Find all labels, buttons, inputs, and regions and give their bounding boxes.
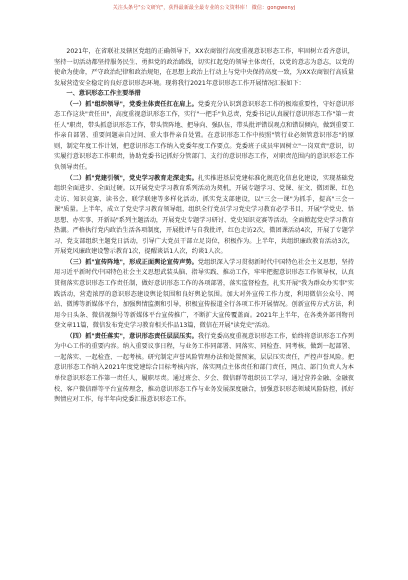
- document-body: [54, 47, 354, 406]
- item-title: （四）抓"责任落实"，意识形态责任层层压实。: [66, 332, 198, 340]
- item-body: 扎实推进基层党建标准化规范化信息化建设，实现基础党组织全面进步、全面过硬。以开展党史学习教育系列活动为契机，开展专题学习、党课、征文、微团课、红色走访、知识竞赛、读书会、联学联建等多样化活动，抓实党支部建设，以"三会一课"为抓手，提高"三会一课"质量。上半年，成立了党史学习教育领导组，组织全行党员学习党史学习教育必学书目，开展"学党史、悟思想、办实事、开新局"系列主题活动，开展党史专题学习研讨、党史知识竞赛等活动，全面掀起党史学习教育热潮。严格执行党内政治生活各项制度，开展批评与自我批评，红色走访2次，微团课活动4次，开展了专题学习、党支部组织主题党日活动，引导广大党员干部立足岗位，积极作为。上半年，共组织廉政教育活动3次，开展党风廉政建设警示教育1次，提醒谈话1人次，约谈1人次。: [54, 174, 354, 256]
- section-heading: 一、意识形态工作主要举措: [66, 90, 141, 98]
- item-title: （三）抓"宣传阵地"，形成正面舆论宣传声势。: [66, 258, 198, 266]
- item-paragraph-1: [54, 100, 354, 174]
- intro-paragraph: 2021年，在省联社及辖区党组的正确领导下，XX农商银行高度重视意识形态工作，牢固树立看齐意识，坚持一切活动都坚持服务民生、勇担党的政治路线，切实扛起党的领导主体责任，以党的意志为意志，以党的使命为使命，严守政治纪律和政治规矩，在思想上政治上行动上与党中央保持高度一致，为XX农商银行高质量发展营造安全稳定的良好意识形态环境。现将我行2021年意识形态工作开展情况汇报如下：: [54, 48, 354, 87]
- item-paragraph-4: [54, 332, 354, 406]
- item-paragraph-2: [54, 174, 354, 258]
- watermark-banner: [0, 0, 408, 14]
- banner-text: 关注头条号"公文研究"，获得最新最全最专业的公文资料库！ 微信：gongwenyj: [112, 4, 296, 11]
- item-paragraph-3: [54, 258, 354, 332]
- item-body: 我行党委高度重视意识形态工作，始终将意识形态工作列为中心工作的重要内容。纳入重要议事日程，与业务工作同部署、同落实、同检查、同考核，做到一起部署、一起落实、一起检查、一起考核。研究制定声誉风险管理办法和处置预案，层层压实责任，严控声誉风险。把意识形态工作纳入2021年度党建综合目标考核内容，落实网点主体责任和部门责任，网点、部门负责人为本单位意识形态工作第一责任人，履职尽责。通过班会、夕会、微信群等组织员工学习，通过营养金融、金融夜校、客户微信群等平台宣传理念，推动意识形态工作与业务发展深度融合，加强意识形态领域风险防控，抓好舆情应对工作，每半年向党委汇报意识形态工作。: [54, 332, 354, 404]
- item-title: （一）抓"组织领导"，党委主体责任扛在肩上。: [66, 100, 198, 108]
- item-body: 党委充分认识到意识形态工作的极端重要性，守好意识形态工作这块"责任田"，高度重视意识形态工作，实行"一把手"负总责，党委书记认真履行意识形态工作"第一责任人"职责，带头抓意识形态工作，带头管阵地、把导向、强队伍，带头批评错误观点和错误倾向，做到重要工作亲自部署、重要问题亲自过问、重大事件亲自处置。在意识形态工作中按照"管行业必须管意识形态"的原则，制定年度工作计划，把意识形态工作纳入党委年度工作要点。党委班子成员牢固树立"一岗双责"意识，切实履行意识形态工作职责，协助党委书记抓好分管部门、支行的意识形态工作，对职责范围内的意识形态工作负领导责任。: [54, 100, 354, 172]
- item-body: 党组织深入学习贯彻新时代中国特色社会主义思想，坚持用习近平新时代中国特色社会主义思想武装头脑、指导实践、推动工作，牢牢把握意识形态工作领导权，认真贯彻落实意识形态工作责任制，做好意识形态工作的各项部署，落实监督检查，扎实开展"我为群众办实事"实践活动，营造浓厚的意识形态建设舆论氛围和良好舆论氛围。加大对外宣传工作力度，利用微信公众号、网站、微博等新媒体平台，加强舆情监测和引导，积极宣传报道全行各项工作开展情况。创新宣传方式方法，利用今日头条、微信视频号等新媒体平台宣传推广，不断扩大宣传覆盖面。2021年上半年，在各类外部刊物刊登文章11篇，微信发布党史学习教育相关作品13篇，微信在开展"读党史"活动。: [54, 258, 354, 330]
- item-title: （二）抓"党建引领"，党史学习教育走深走实。: [66, 174, 198, 182]
